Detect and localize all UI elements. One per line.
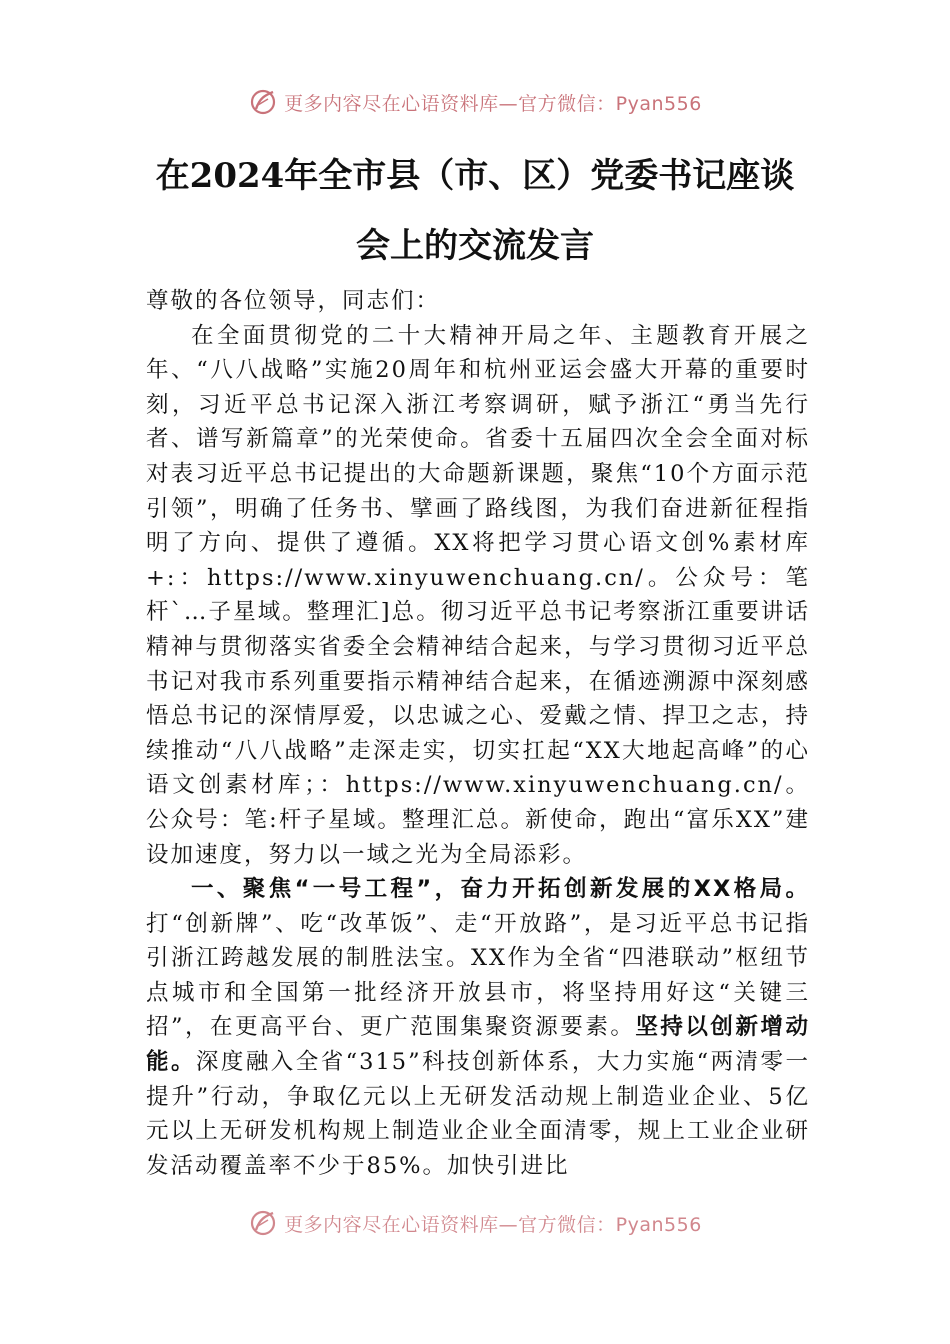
section-1-bold-phrase: 坚持以创新增动能。 xyxy=(146,1014,810,1076)
section-1-text-start: 打“创新牌”、吃“改革饭”、走“开放路”，是习近平总书记指引浙江跨越发展的制胜法宝。XX作为全省“四港联动”枢纽节点城市和全国第一批经济开放县市，将坚持用好这“关键三招”，在更高平台、更广范围集聚资源要素。 xyxy=(146,910,810,1041)
section-1-text-rest: 深度融入全省“315”科技创新体系，大力实施“两清零一提升”行动，争取亿元以上无研发活动规上制造业企业、5亿元以上无研发机构规上制造业企业全面清零，规上工业企业研发活动覆盖率不少于85%。加快引进比 xyxy=(146,1049,810,1179)
document-title-line-2: 会上的交流发言 xyxy=(356,226,594,266)
section-1-heading: 一、聚焦“一号工程”，奋力开拓创新发展的XX格局。 xyxy=(191,876,810,903)
brand-logo-icon xyxy=(248,87,278,117)
brand-logo-icon xyxy=(248,1208,278,1238)
watermark-banner-bottom xyxy=(0,1203,950,1243)
paragraph-intro: 在全面贯彻党的二十大精神开局之年、主题教育开展之年、“八八战略”实施20周年和杭州亚运会盛大开幕的重要时刻，习近平总书记深入浙江考察调研，赋予浙江“勇当先行者、谱写新篇章”的光荣使命。省委十五届四次全会全面对标对表习近平总书记提出的大命题新课题，聚焦“10个方面示范引领”，明确了任务书、擘画了路线图，为我们奋进新征程指明了方向、提供了遵循。XX将把学习贯心语文创%素材库+:：https://www.xinyuwenchuang.cn/。公众号：笔杆`…子星域。整理汇]总。彻习近平总书记考察浙江重要讲话精神与贯彻落实省委全会精神结合起来，与学习贯彻习近平总书记对我市系列重要指示精神结合起来，在循迹溯源中深刻感悟总书记的深情厚爱，以忠诚之心、爱戴之情、捍卫之志，持续推动“八八战略”走深走实，切实扛起“XX大地起高峰”的心语文创素材库；：https://www.xinyuwenchuang.cn/。公众号：笔:杆子星域。整理汇总。新使命，跑出“富乐XX”建设加速度，努力以一域之光为全局添彩。 xyxy=(146,322,810,868)
section-1-paragraph xyxy=(146,872,810,1183)
watermark-text: 更多内容尽在心语资料库—官方微信：Pyan556 xyxy=(284,92,702,115)
watermark-banner-top xyxy=(0,82,950,122)
salutation: 尊敬的各位领导，同志们： xyxy=(146,288,441,314)
document-body xyxy=(146,284,810,1183)
watermark-text: 更多内容尽在心语资料库—官方微信：Pyan556 xyxy=(284,1213,702,1236)
document-title-line-1: 在2024年全市县（市、区）党委书记座谈 xyxy=(155,156,795,196)
